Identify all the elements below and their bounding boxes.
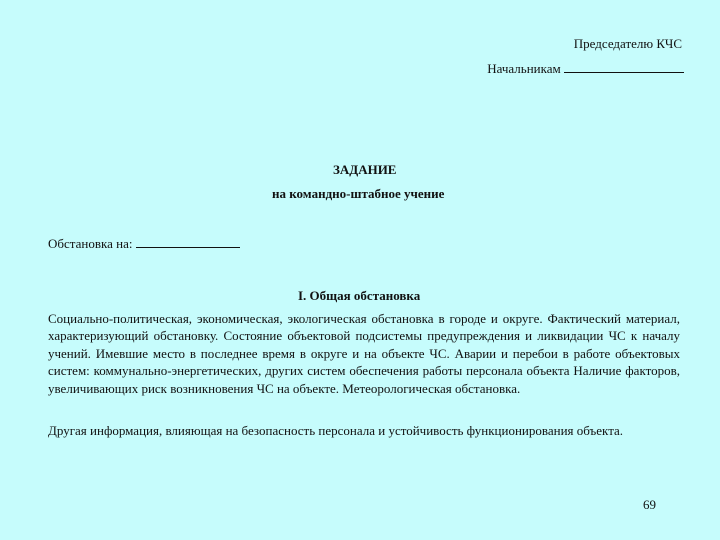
document-subtitle: на командно-штабное учение [272, 186, 445, 201]
chiefs-blank-field[interactable] [564, 61, 684, 73]
addressee-chiefs [487, 61, 684, 77]
addressee-chairman: Председателю КЧС [573, 36, 682, 51]
section-paragraph-1: Социально-политическая, экономическая, экологическая обстановка в городе и округе. Фактический материал, характеризующий обстановку. Состояние объектовой подсистемы предупреждения и ликвидации ЧС к началу учений. Имевшие место в последнее время в округе и на объекте ЧС. Аварии и перебои в работе объектовых систем: коммунально-энергетических, других систем обеспечения работы персонала объекта Наличие факторов, увеличивающих риск возникновения ЧС на объекте. Метеорологическая обстановка. [48, 311, 680, 396]
document-title: ЗАДАНИЕ [333, 162, 397, 177]
situation-label: Обстановка на: [48, 236, 133, 251]
situation-date [48, 236, 240, 252]
section-heading: I. Общая обстановка [298, 288, 421, 303]
addressee-chiefs-label: Начальникам [487, 61, 561, 76]
page-number: 69 [643, 497, 656, 512]
situation-blank-field[interactable] [136, 236, 240, 248]
section-paragraph-2: Другая информация, влияющая на безопасность персонала и устойчивость функционирования объекта. [48, 423, 624, 438]
